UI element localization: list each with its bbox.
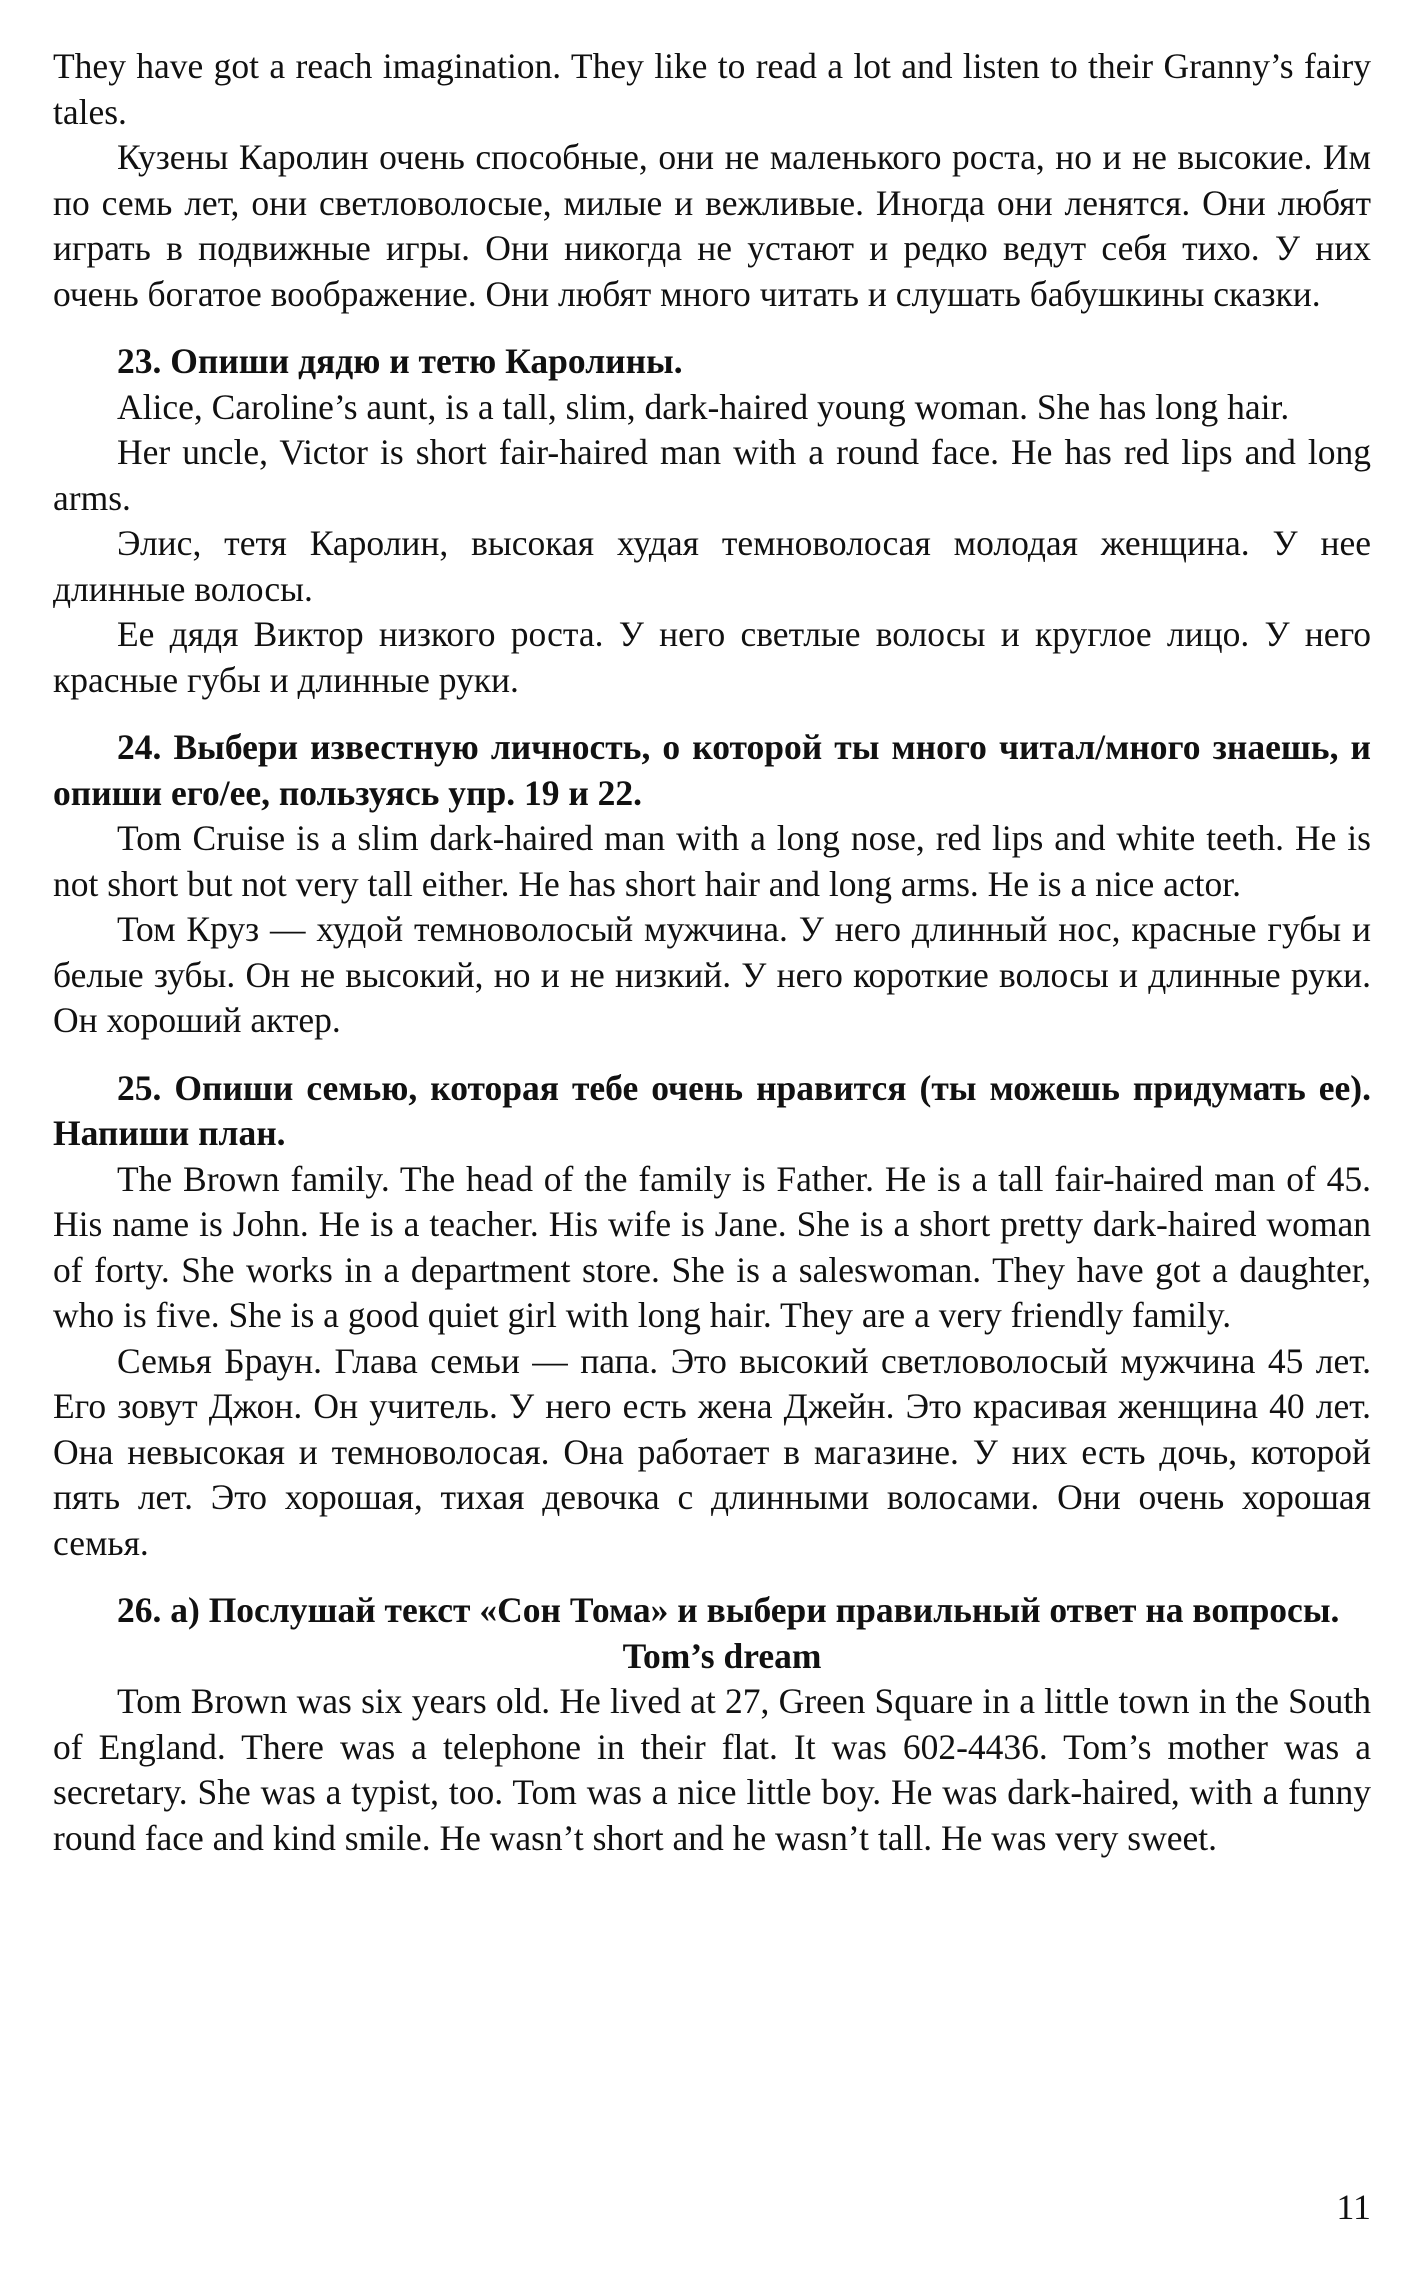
exercise-23-paragraph: Alice, Caroline’s aunt, is a tall, slim, dark-haired young woman. She has long hair. <box>117 386 1290 427</box>
continuation-russian: Кузены Каролин очень способные, они не маленького роста, но и не высокие. Им по семь лет, они светловолосые, милые и вежливые. Иногда они ленятся. Они любят играть в подвижные игры. Они никогда не устают и редко ведут себя тихо. У них очень богатое воображение. Они любят много читать и слушать бабушкины сказки. <box>53 137 1371 314</box>
exercise-23-paragraph: Элис, тетя Каролин, высокая худая темноволосая молодая женщина. У нее длинные волосы. <box>53 523 1371 609</box>
exercise-24-paragraph: Tom Cruise is a slim dark-haired man with a long nose, red lips and white teeth. He is not short but not very tall either. He has short hair and long arms. He is a nice actor. <box>53 818 1371 904</box>
page-content <box>53 44 1371 1861</box>
exercise-25-heading: 25. Опиши семью, которая тебе очень нравится (ты можешь придумать ее). Напиши план. <box>53 1067 1371 1153</box>
story-paragraph: Tom Brown was six years old. He lived at 27, Green Square in a little town in the South of England. There was a telephone in their flat. It was 602-4436. Tom’s mother was a secretary. She was a typist, too. Tom was a nice little boy. He was dark-haired, with a funny round face and kind smile. He wasn’t short and he wasn’t tall. He was very sweet. <box>53 1681 1371 1858</box>
exercise-23-heading: 23. Опиши дядю и тетю Каролины. <box>117 341 683 381</box>
exercise-25-paragraph: The Brown family. The head of the family is Father. He is a tall fair-haired man of 45. His name is John. He is a teacher. His wife is Jane. She is a short pretty dark-haired woman of forty. She works in a department store. She is a saleswoman. They have got a daughter, who is five. She is a good quiet girl with long hair. They are a very friendly family. <box>53 1158 1371 1335</box>
continuation-english: They have got a reach imagination. They like to read a lot and listen to their Granny’s fairy tales. <box>53 46 1371 132</box>
page-number: 11 <box>1336 2187 1371 2227</box>
story-title: Tom’s dream <box>622 1635 822 1676</box>
exercise-26-heading: 26. а) Послушай текст «Сон Тома» и выбери правильный ответ на вопросы. <box>117 1590 1340 1630</box>
exercise-23-paragraph: Her uncle, Victor is short fair-haired man with a round face. He has red lips and long arms. <box>53 432 1371 518</box>
exercise-25-paragraph: Семья Браун. Глава семьи — папа. Это высокий светловолосый мужчина 45 лет. Его зовут Джон. Он учитель. У него есть жена Джейн. Это красивая женщина 40 лет. Она невысокая и темноволосая. Она работает в магазине. У них есть дочь, которой пять лет. Это хорошая, тихая девочка с длинными волосами. Они очень хорошая семья. <box>53 1340 1371 1563</box>
exercise-23-paragraph: Ее дядя Виктор низкого роста. У него светлые волосы и круглое лицо. У него красные губы и длинные руки. <box>53 614 1371 700</box>
exercise-24-paragraph: Том Круз — худой темноволосый мужчина. У него длинный нос, красные губы и белые зубы. Он не высокий, но и не низкий. У него короткие волосы и длинные руки. Он хороший актер. <box>53 909 1371 1040</box>
exercise-24-heading: 24. Выбери известную личность, о которой ты много читал/много знаешь, и опиши его/ее, пользуясь упр. 19 и 22. <box>53 727 1371 813</box>
